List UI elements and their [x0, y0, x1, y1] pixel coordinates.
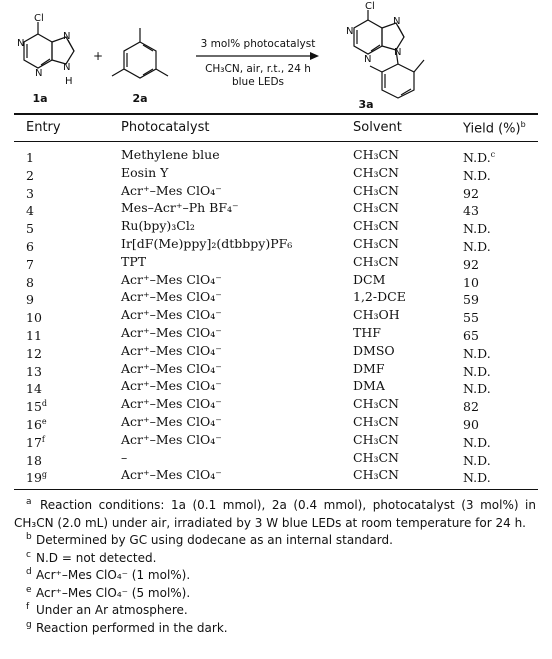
footnote-text: Acr⁺–Mes ClO₄⁻ (1 mol%).: [36, 568, 191, 582]
table-row: [0, 377, 552, 395]
cell-yield: N.D.: [463, 167, 491, 183]
table-body: [0, 146, 552, 484]
header-photocatalyst: Photocatalyst: [121, 120, 210, 135]
table-top-rule: [14, 113, 538, 115]
table-row: [0, 164, 552, 182]
footnote-mark: c: [26, 549, 31, 560]
table-footnotes: [0, 497, 552, 637]
cell-yield: 65: [463, 328, 479, 344]
header-solvent: Solvent: [353, 120, 402, 135]
bond: [156, 69, 168, 76]
cell-solvent: DMF: [353, 360, 385, 376]
cell-solvent: DMSO: [353, 342, 395, 358]
cell-entry: 2: [26, 167, 34, 183]
cell-photocatalyst: Acr⁺–Mes ClO₄⁻: [121, 413, 222, 429]
arrow-bottom-text-1: CH₃CN, air, r.t., 24 h: [205, 63, 311, 75]
atom-label: N: [346, 26, 354, 37]
table-row: [0, 324, 552, 342]
table-header-rule: [14, 141, 538, 142]
cell-solvent: CH₃CN: [353, 253, 399, 269]
cell-photocatalyst: Acr⁺–Mes ClO₄⁻: [121, 182, 222, 198]
table-row: [0, 360, 552, 378]
cell-entry: 12: [26, 345, 42, 361]
footnote: [0, 567, 552, 585]
table-row: [0, 306, 552, 324]
footnote-text: Determined by GC using dodecane as an internal standard.: [36, 533, 393, 547]
footnote-mark: g: [26, 619, 32, 630]
cell-photocatalyst: Acr⁺–Mes ClO₄⁻: [121, 467, 222, 483]
atom-label: N: [393, 16, 401, 27]
cell-entry: 13: [26, 363, 42, 379]
footnote-text: Acr⁺–Mes ClO₄⁻ (5 mol%).: [36, 585, 191, 600]
header-yield: Yield (%)$^b$: [463, 120, 526, 137]
table-row: [0, 182, 552, 200]
cell-yield: 59: [463, 292, 479, 308]
cell-yield: N.D.: [463, 239, 491, 255]
atom-cl-1a: Cl: [34, 13, 44, 24]
atom-label: N: [63, 62, 71, 73]
footnote-text: Reaction performed in the dark.: [36, 620, 228, 635]
footnote: [0, 497, 552, 532]
bond: [382, 23, 404, 50]
table-row: [0, 395, 552, 413]
table-row: [0, 413, 552, 431]
table-row: [0, 217, 552, 235]
cell-photocatalyst: Acr⁺–Mes ClO₄⁻: [121, 378, 222, 394]
cell-photocatalyst: –: [121, 449, 128, 465]
table-bottom-rule: [14, 489, 538, 490]
cell-entry: 14: [26, 381, 42, 397]
cell-solvent: CH₃CN: [353, 164, 399, 180]
reaction-scheme: [0, 0, 552, 110]
label-2a: 2a: [132, 92, 148, 105]
cell-photocatalyst: Acr⁺–Mes ClO₄⁻: [121, 289, 222, 305]
cell-solvent: CH₃CN: [353, 147, 399, 162]
table-row: [0, 449, 552, 467]
cell-entry: 10: [26, 310, 42, 326]
cell-entry: 19$^g$: [26, 470, 48, 486]
arrow-bottom-text-2: blue LEDs: [231, 76, 285, 88]
footnote-text: Reaction conditions: 1a (0.1 mmol), 2a (0.4 mmol), photocatalyst (3 mol%) in CH₃CN (2.0 mL) under air, irradiated by 3 W blue LEDs at room temperature for 24 h.: [14, 498, 536, 530]
footnote: [0, 602, 552, 620]
table-row: [0, 199, 552, 217]
cell-photocatalyst: Ir[dF(Me)ppy]₂(dtbbpy)PF₆: [121, 235, 293, 251]
arrow-top-text: 3 mol% photocatalyst: [200, 38, 316, 50]
cell-solvent: CH₃CN: [353, 467, 399, 483]
footnote-mark: a: [26, 497, 32, 507]
cell-entry: 17$^f$: [26, 434, 45, 450]
cell-photocatalyst: Mes–Acr⁺–Ph BF₄⁻: [121, 200, 239, 216]
cell-solvent: DMA: [353, 378, 385, 394]
cell-yield: N.D.: [463, 363, 491, 379]
atom-label: H: [65, 76, 73, 87]
cell-yield: N.D.: [463, 470, 491, 486]
bond: [354, 20, 382, 54]
label-1a: 1a: [32, 92, 48, 105]
cell-entry: 18: [26, 452, 42, 468]
cell-entry: 15$^d$: [26, 399, 48, 415]
cell-solvent: CH₃CN: [353, 235, 399, 251]
cell-solvent: CH₃CN: [353, 396, 399, 412]
cell-solvent: CH₃CN: [353, 431, 399, 447]
atom-label: N: [17, 38, 25, 49]
footnote-text: N.D = not detected.: [36, 550, 157, 565]
cell-yield: N.D.: [463, 434, 491, 450]
cell-photocatalyst: Eosin Y: [121, 164, 169, 180]
cell-yield: 92: [463, 256, 479, 272]
cell-entry: 4: [26, 203, 34, 219]
plus-sign: +: [93, 49, 104, 63]
cell-entry: 16e: [26, 416, 47, 433]
cell-yield: 90: [463, 417, 479, 433]
bond: [382, 64, 414, 98]
cell-solvent: CH₃CN: [353, 182, 399, 198]
footnote: [0, 532, 552, 550]
cell-yield: N.D.: [463, 452, 491, 468]
cell-solvent: CH₃CN: [353, 218, 399, 234]
bond: [112, 69, 124, 76]
cell-photocatalyst: Acr⁺–Mes ClO₄⁻: [121, 396, 222, 412]
table-row: [0, 466, 552, 484]
cell-entry: 1: [26, 150, 34, 166]
cell-photocatalyst: Acr⁺–Mes ClO₄⁻: [121, 342, 222, 358]
atom-cl-3a: Cl: [365, 1, 375, 12]
cell-solvent: CH₃OH: [353, 307, 400, 323]
atom-label: N: [63, 31, 71, 42]
cell-solvent: DCM: [353, 271, 386, 287]
cell-solvent: 1,2-DCE: [353, 289, 406, 305]
cell-yield: N.D.: [463, 345, 491, 361]
cell-entry: 9: [26, 292, 34, 308]
cell-photocatalyst: Acr⁺–Mes ClO₄⁻: [121, 271, 222, 287]
bond: [24, 34, 52, 68]
table-row: [0, 271, 552, 289]
cell-entry: 6: [26, 239, 34, 255]
header-entry: Entry: [26, 120, 61, 135]
atom-label: N: [35, 68, 43, 79]
footnote: [0, 620, 552, 638]
cell-yield: N.D.$^c$: [463, 150, 496, 166]
cell-solvent: CH₃CN: [353, 413, 399, 429]
footnote-mark: f: [26, 602, 30, 612]
footnote-mark: d: [26, 567, 32, 577]
cell-photocatalyst: Acr⁺–Mes ClO₄⁻: [121, 360, 222, 376]
cell-photocatalyst: Acr⁺–Mes ClO₄⁻: [121, 307, 222, 323]
table-row: [0, 235, 552, 253]
cell-photocatalyst: Acr⁺–Mes ClO₄⁻: [121, 324, 222, 340]
cell-entry: 11: [26, 328, 42, 344]
cell-solvent: THF: [353, 324, 381, 340]
table-row: [0, 342, 552, 360]
bond: [370, 66, 382, 72]
cell-entry: 5: [26, 221, 34, 237]
label-3a: 3a: [358, 98, 374, 110]
cell-yield: 10: [463, 274, 479, 290]
footnote: [0, 550, 552, 568]
cell-entry: 7: [26, 256, 34, 272]
bond: [414, 60, 424, 72]
cell-solvent: CH₃CN: [353, 449, 399, 465]
cell-solvent: CH₃CN: [353, 200, 399, 216]
cell-yield: 43: [463, 203, 479, 219]
footnote: [0, 585, 552, 603]
atom-label: N: [364, 54, 372, 65]
footnote-text: Under an Ar atmosphere.: [36, 603, 188, 617]
cell-yield: 55: [463, 310, 479, 326]
cell-photocatalyst: TPT: [121, 253, 147, 269]
cell-photocatalyst: Ru(bpy)₃Cl₂: [121, 218, 195, 234]
atom-label: N: [394, 47, 402, 58]
cell-entry: 3: [26, 185, 34, 201]
bond: [124, 42, 156, 78]
bond: [398, 26, 404, 37]
cell-yield: N.D.: [463, 221, 491, 237]
cell-photocatalyst: Acr⁺–Mes ClO₄⁻: [121, 431, 222, 447]
footnote-mark: b: [26, 532, 32, 542]
cell-photocatalyst: Methylene blue: [121, 147, 220, 162]
bond: [310, 52, 319, 60]
cell-yield: 92: [463, 185, 479, 201]
footnote-mark: e: [26, 584, 32, 595]
cell-yield: 82: [463, 399, 479, 415]
table-row: [0, 288, 552, 306]
table-row: [0, 146, 552, 164]
table-row: [0, 431, 552, 449]
table-row: [0, 253, 552, 271]
cell-entry: 8: [26, 274, 34, 290]
cell-yield: N.D.: [463, 381, 491, 397]
